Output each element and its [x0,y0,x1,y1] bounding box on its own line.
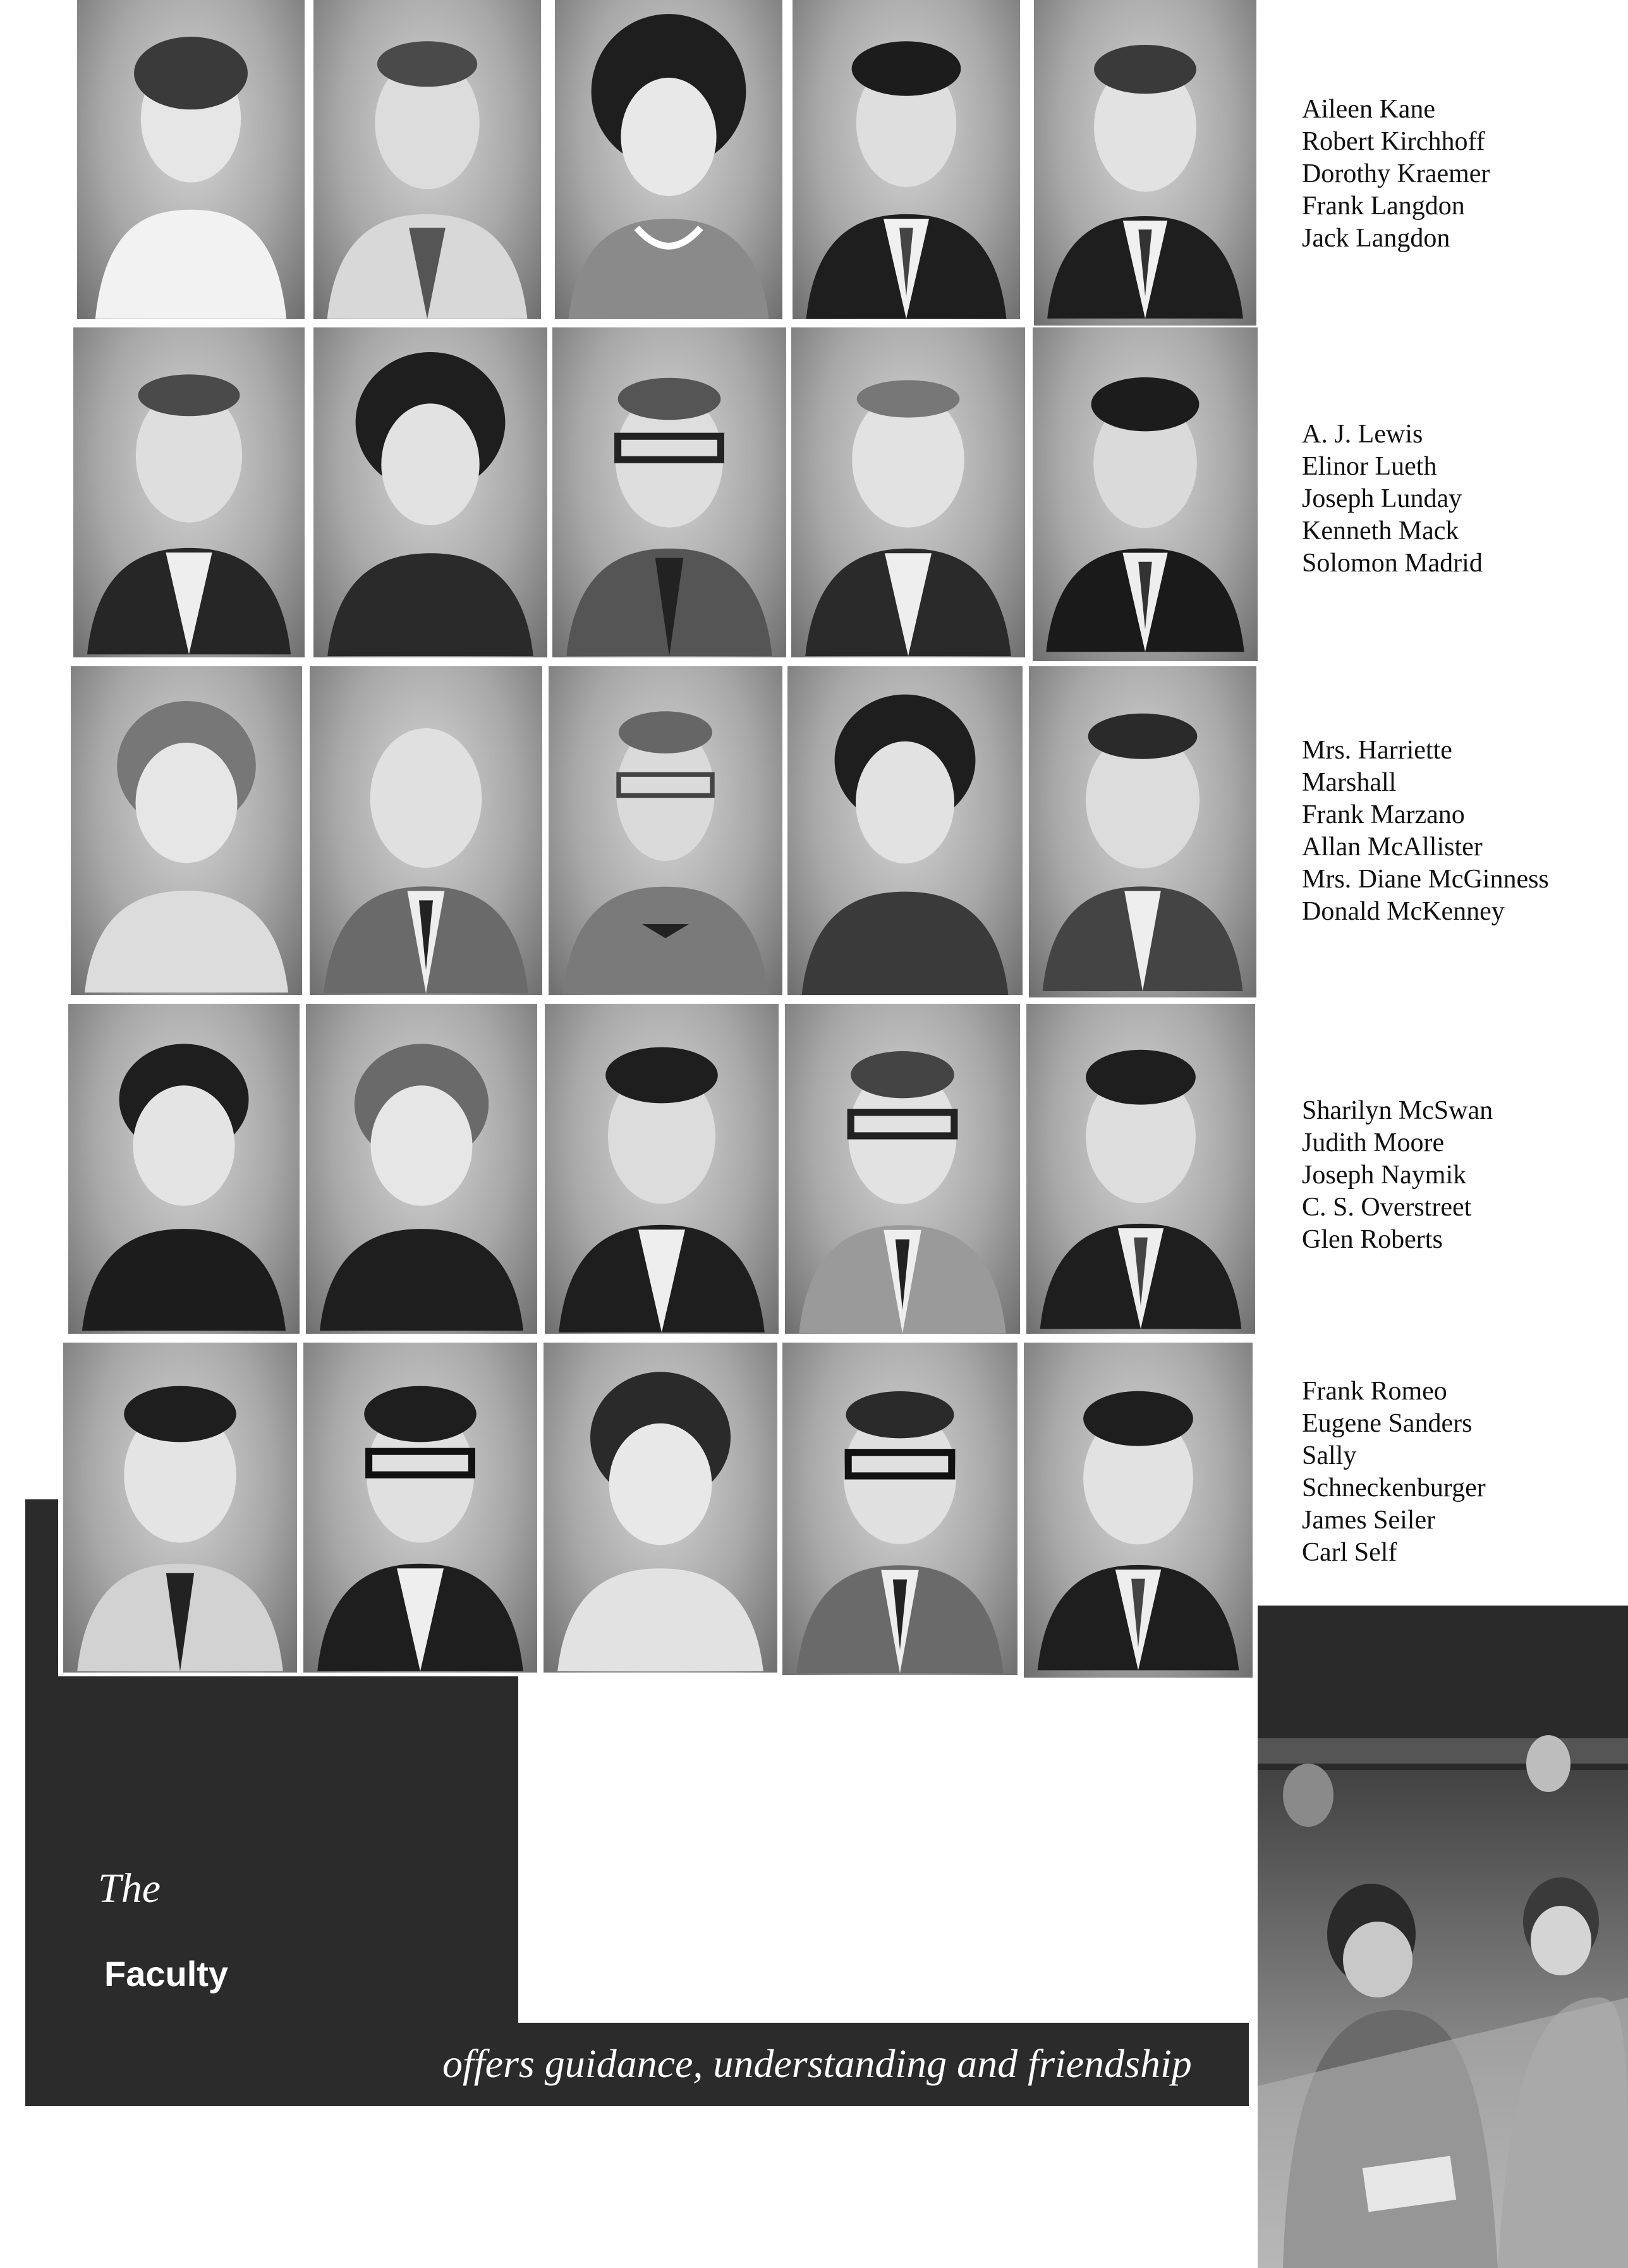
portrait-sally-schneckenburger [544,1343,777,1673]
portrait-james-seiler [782,1343,1018,1675]
portrait-jack-langdon [1034,0,1256,326]
names-row-1 [1302,94,1490,255]
portrait-solomon-madrid [1033,327,1258,661]
portrait-allan-mcallister [549,666,782,995]
portrait-diane-mcginness [787,666,1023,995]
portrait-robert-kirchhoff [313,0,541,319]
portrait-cs-overstreet [785,1004,1020,1334]
faculty-name: Mrs. Harriette [1302,736,1452,765]
faculty-name: Allan McAllister [1302,832,1483,862]
portrait-harriette-marshall [71,666,302,995]
faculty-name: Joseph Lunday [1302,484,1462,513]
title-panel-edge [25,1499,58,1676]
faculty-name: Elinor Lueth [1302,452,1437,481]
portrait-donald-mckenney [1029,666,1256,997]
portrait-carl-self [1024,1343,1253,1678]
portrait-aileen-kane [77,0,305,319]
faculty-name: Frank Marzano [1302,800,1465,829]
names-row-5 [1302,1375,1486,1569]
classroom-photo [1258,1606,1628,2268]
faculty-name: Robert Kirchhoff [1302,127,1485,156]
names-row-3 [1302,735,1549,928]
portrait-frank-marzano [310,666,542,995]
faculty-name: Schneckenburger [1302,1473,1486,1503]
portrait-kenneth-mack [791,327,1025,657]
portrait-sharilyn-mcswan [68,1004,300,1334]
faculty-name: Solomon Madrid [1302,549,1483,578]
faculty-name: Mrs. Diane McGinness [1302,865,1549,894]
faculty-name: Joseph Naymik [1302,1161,1467,1190]
title-faculty: Faculty [104,1954,229,1994]
names-row-2 [1302,418,1483,580]
portrait-glen-roberts [1026,1004,1255,1334]
faculty-name: Carl Self [1302,1538,1397,1567]
names-row-4 [1302,1095,1493,1256]
portrait-joseph-lunday [552,327,786,657]
faculty-name: Kenneth Mack [1302,516,1459,546]
faculty-name: Dorothy Kraemer [1302,159,1490,188]
portrait-elinor-lueth [313,327,547,657]
faculty-name: Eugene Sanders [1302,1409,1473,1438]
faculty-name: C. S. Overstreet [1302,1193,1472,1222]
portrait-judith-moore [306,1004,537,1334]
faculty-name: Glen Roberts [1302,1225,1443,1254]
title-tagline: offers guidance, understanding and friendship [442,2041,1192,2086]
faculty-name: Donald McKenney [1302,897,1505,926]
faculty-name: James Seiler [1302,1506,1436,1535]
faculty-name: Aileen Kane [1302,95,1436,124]
faculty-name: Jack Langdon [1302,224,1450,253]
portrait-aj-lewis [73,327,305,657]
portrait-frank-romeo [63,1343,297,1673]
portrait-joseph-naymik [545,1004,779,1334]
faculty-name: Sally [1302,1441,1357,1470]
faculty-name: A. J. Lewis [1302,420,1423,449]
portrait-eugene-sanders [303,1343,537,1673]
portrait-frank-langdon [793,0,1020,319]
faculty-name: Frank Langdon [1302,192,1465,221]
faculty-name: Sharilyn McSwan [1302,1096,1493,1125]
faculty-name: Frank Romeo [1302,1377,1447,1406]
faculty-name: Judith Moore [1302,1128,1445,1157]
portrait-dorothy-kraemer [555,0,782,319]
title-the: The [98,1865,161,1911]
faculty-name: Marshall [1302,768,1397,797]
